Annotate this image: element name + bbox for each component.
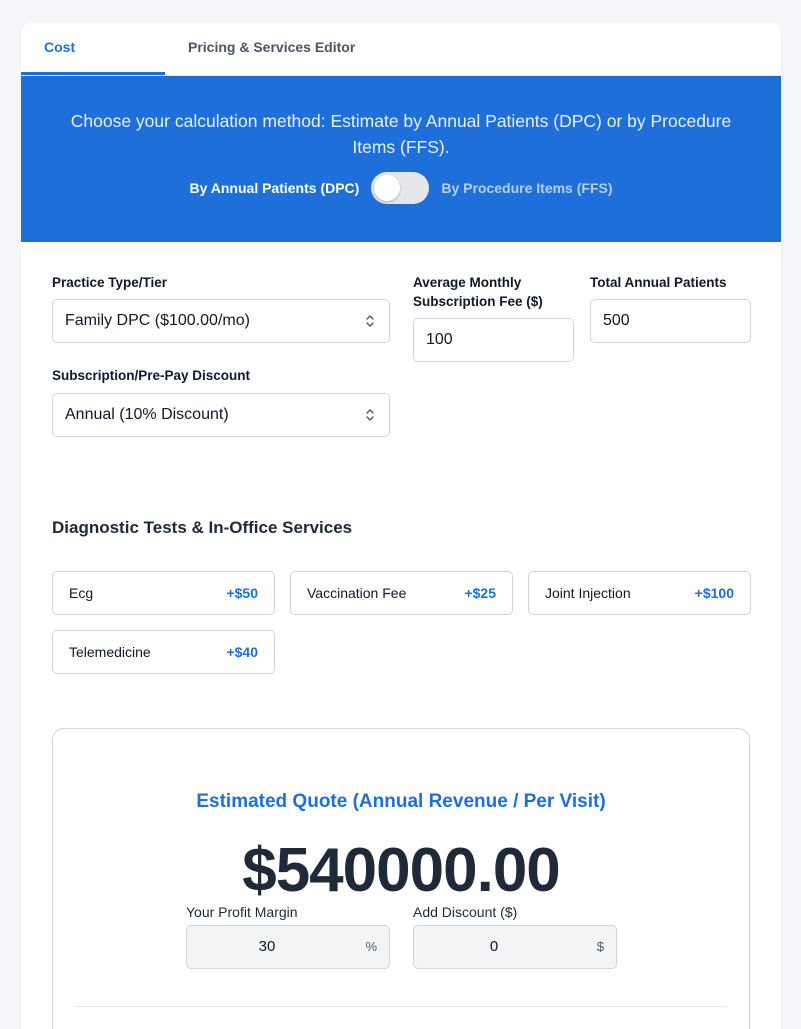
add-discount-label: Add Discount ($) bbox=[413, 904, 518, 920]
service-telemedicine[interactable] bbox=[52, 630, 275, 674]
service-name: Vaccination Fee bbox=[307, 585, 407, 601]
tab-bar bbox=[21, 22, 781, 105]
quote-divider bbox=[75, 1006, 727, 1007]
toggle-knob bbox=[374, 175, 400, 201]
quote-panel bbox=[52, 728, 750, 1029]
service-price: +$50 bbox=[226, 585, 258, 601]
toggle-label-ffs: By Procedure Items (FFS) bbox=[441, 180, 613, 196]
service-price: +$25 bbox=[464, 585, 496, 601]
quote-title: Estimated Quote (Annual Revenue / Per Visit) bbox=[196, 791, 606, 812]
profit-margin-label: Your Profit Margin bbox=[186, 904, 298, 920]
percent-unit: % bbox=[365, 939, 377, 954]
tab-cost-calculator[interactable]: Cost Calculator bbox=[21, 22, 165, 75]
service-ecg[interactable] bbox=[52, 571, 275, 615]
annual-patients-label: Total Annual Patients bbox=[590, 275, 727, 290]
service-vaccination-fee[interactable] bbox=[290, 571, 513, 615]
service-name: Telemedicine bbox=[69, 644, 151, 660]
quote-amount: $540000.00 bbox=[242, 836, 560, 905]
service-joint-injection[interactable] bbox=[528, 571, 751, 615]
banner-text: Choose your calculation method: Estimate by Annual Patients (DPC) or by Procedure Items (FFS). bbox=[70, 111, 732, 157]
practice-type-label: Practice Type/Tier bbox=[52, 275, 168, 290]
service-price: +$100 bbox=[694, 585, 734, 601]
profit-margin-input[interactable] bbox=[186, 925, 390, 969]
method-banner bbox=[21, 76, 781, 242]
chevron-up-down-icon bbox=[365, 408, 375, 422]
service-name: Ecg bbox=[69, 585, 94, 601]
calculator-card bbox=[21, 22, 781, 1029]
practice-type-value: Family DPC ($100.00/mo) bbox=[65, 312, 250, 329]
method-toggle-switch[interactable] bbox=[371, 172, 429, 204]
monthly-fee-label: Average Monthly Subscription Fee ($) bbox=[413, 275, 543, 309]
service-price: +$40 bbox=[226, 644, 258, 660]
discount-label: Subscription/Pre-Pay Discount bbox=[52, 368, 251, 383]
service-name: Joint Injection bbox=[545, 585, 631, 601]
discount-value: Annual (10% Discount) bbox=[65, 406, 229, 423]
add-discount-input[interactable] bbox=[413, 925, 617, 969]
profit-margin-value: 30 bbox=[258, 938, 276, 955]
tab-pricing-services-editor[interactable]: Pricing & Services Editor bbox=[188, 39, 356, 55]
monthly-fee-input[interactable]: 100 bbox=[413, 318, 574, 362]
discount-select[interactable] bbox=[52, 393, 390, 437]
toggle-label-dpc: By Annual Patients (DPC) bbox=[189, 180, 360, 196]
chevron-up-down-icon bbox=[365, 314, 375, 328]
services-title: Diagnostic Tests & In-Office Services bbox=[52, 518, 353, 537]
practice-type-select[interactable] bbox=[52, 299, 390, 343]
add-discount-value: 0 bbox=[489, 938, 499, 955]
method-toggle-row bbox=[21, 172, 781, 204]
annual-patients-input[interactable]: 500 bbox=[590, 299, 751, 343]
dollar-unit: $ bbox=[596, 939, 604, 954]
